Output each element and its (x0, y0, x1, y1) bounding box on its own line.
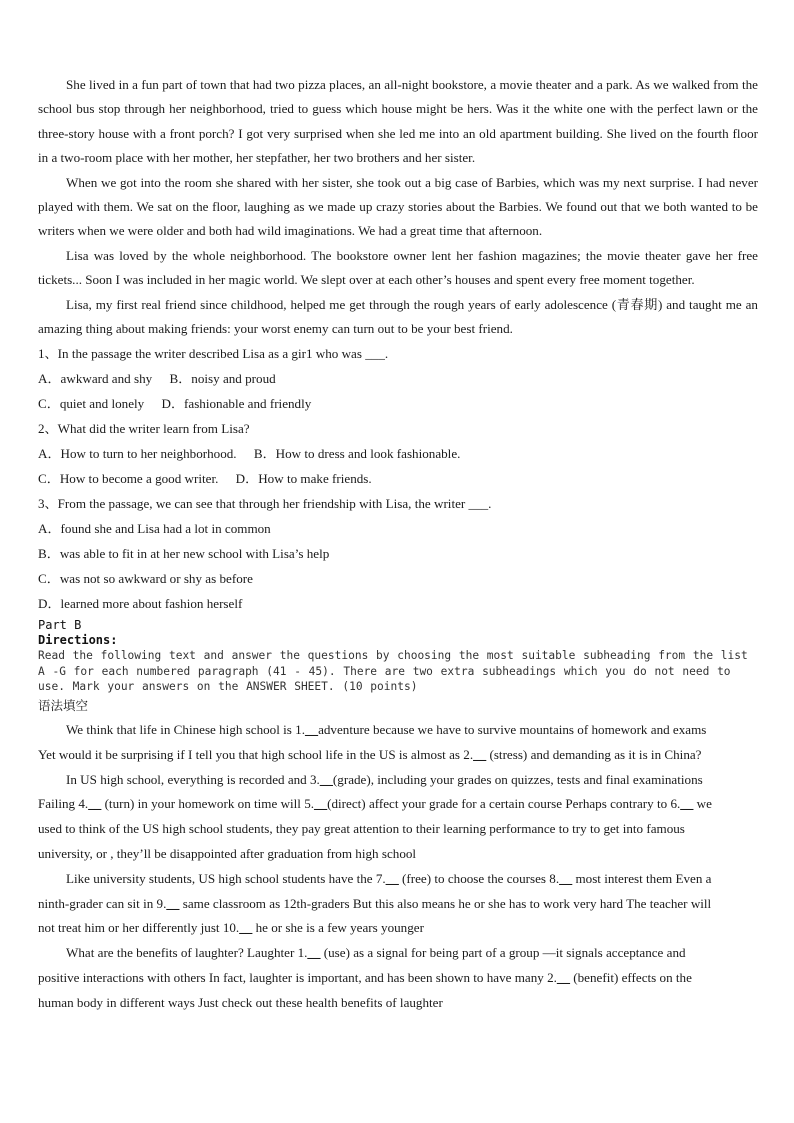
cloze-line (38, 792, 758, 817)
cloze-text: Failing 4. (38, 796, 89, 812)
option-c: C．quiet and lonely (38, 396, 145, 412)
answer-blank: __ (307, 945, 321, 961)
story-paragraph-3: Lisa was loved by the whole neighborhood. The bookstore owner lent her fashion magazines; the movie theater gave her free tickets... Soon I was included in her magic world. We slept over at each other’s houses and spent every free moment together. (38, 247, 758, 288)
question-stem: 1、In the passage the writer described Lisa as a gir1 who was ___. (38, 346, 389, 362)
story-passage (38, 73, 758, 341)
answer-blank: __ (556, 969, 570, 985)
question-2 (38, 416, 758, 491)
cloze-line (38, 892, 758, 917)
cloze-line (38, 867, 758, 892)
option-c: C．How to become a good writer. (38, 471, 219, 487)
option-row (38, 466, 758, 491)
question-stem: 2、What did the writer learn from Lisa? (38, 421, 250, 437)
answer-blank: __ (319, 771, 333, 787)
cloze-text: (free) to choose the courses 8. (398, 870, 560, 886)
cloze-text: most interest them Even a (572, 870, 712, 886)
answer-blank: __ (166, 895, 180, 911)
cloze-text: he or she is a few years younger (252, 920, 424, 936)
cloze-text: What are the benefits of laughter? Laughter 1. (66, 945, 308, 961)
cloze-text: university, or , they’ll be disappointed after graduation from high school (38, 845, 417, 861)
directions-text: Read the following text and answer the questions by choosing the most suitable subheading from the list A -G for each numbered paragraph (41 - 45). There are two extra subheadings which you do not need to use. Mark your answers on the ANSWER SHEET. (10 points) (38, 649, 756, 694)
cloze-line (38, 817, 758, 842)
part-b-section (38, 618, 758, 695)
cloze-text: same classroom as 12th-graders But this also means he or she has to work very hard The teacher will (179, 895, 712, 911)
option-row (38, 366, 758, 391)
cloze-text: used to think of the US high school students, they pay great attention to their learning performance to try to get into famous (38, 821, 685, 837)
answer-blank: __ (680, 796, 694, 812)
cloze-text: (turn) in your homework on time will 5. (101, 796, 315, 812)
cloze-text: (use) as a signal for being part of a group —it signals acceptance and (320, 945, 686, 961)
cloze-text: positive interactions with others In fact, laughter is important, and has been shown to have many 2. (38, 969, 557, 985)
cloze-text: (direct) affect your grade for a certain course Perhaps contrary to 6. (327, 796, 681, 812)
cloze-text: Like university students, US high school students have the 7. (66, 870, 386, 886)
question-stem: 3、From the passage, we can see that through her friendship with Lisa, the writer ___. (38, 496, 492, 512)
option-b: B．was able to fit in at her new school with Lisa’s help (38, 546, 330, 562)
cloze-passage (38, 718, 758, 1016)
cloze-paragraph-3 (38, 867, 758, 941)
cloze-text: adventure because we have to survive mountains of homework and exams (318, 721, 707, 737)
cloze-paragraph-4 (38, 941, 758, 1015)
answer-blank: __ (88, 796, 102, 812)
cloze-text: (benefit) effects on the (570, 969, 692, 985)
option-d: D．fashionable and friendly (161, 396, 312, 412)
directions-label: Directions: (38, 633, 118, 648)
part-b-title: Part B (38, 618, 82, 633)
cloze-line (38, 718, 758, 743)
story-paragraph-1: She lived in a fun part of town that had two pizza places, an all-night bookstore, a movie theater and a park. As we walked from the school bus stop through her neighborhood, tried to guess which house might be hers. Was it the white one with the perfect lawn or the three-story house with a front porch? I got very surprised when she led me into an old apartment building. She lived on the fourth floor in a two-room place with her mother, her stepfather, her two brothers and her sister. (38, 77, 758, 166)
question-3 (38, 491, 758, 616)
option-row (38, 441, 758, 466)
cloze-text: (stress) and demanding as it is in China? (486, 746, 702, 762)
cloze-text: (grade), including your grades on quizzes, tests and final examinations (332, 771, 703, 787)
cloze-text: not treat him or her differently just 10. (38, 920, 240, 936)
cloze-line (38, 768, 758, 793)
cloze-paragraph-1 (38, 718, 758, 768)
cloze-text: human body in different ways Just check out these health benefits of laughter (38, 994, 443, 1010)
option-b: B．How to dress and look fashionable. (253, 446, 461, 462)
answer-blank: __ (473, 746, 487, 762)
option-d: D．How to make friends. (235, 471, 372, 487)
document-page (38, 73, 758, 1016)
cloze-line (38, 743, 758, 768)
cloze-text: In US high school, everything is recorded and 3. (66, 771, 320, 787)
answer-blank: __ (385, 870, 399, 886)
question-1 (38, 341, 758, 416)
cloze-text: Yet would it be surprising if I tell you that high school life in the US is almost as 2. (38, 746, 474, 762)
cloze-line (38, 941, 758, 966)
story-paragraph-4: Lisa, my first real friend since childhood, helped me get through the rough years of early adolescence (青春期) and taught me an amazing thing about making friends: your worst enemy can turn out to be your best friend. (38, 296, 758, 337)
answer-blank: __ (304, 721, 319, 737)
cloze-text: we (693, 796, 712, 812)
option-a: A．found she and Lisa had a lot in common (38, 521, 271, 537)
answer-blank: __ (559, 870, 573, 886)
option-a: A．How to turn to her neighborhood. (38, 446, 237, 462)
cloze-heading: 语法填空 (38, 697, 89, 713)
story-paragraph-2: When we got into the room she shared with her sister, she took out a big case of Barbies, which was my next surprise. I had never played with them. We sat on the floor, laughing as we made up crazy stories about the Barbies. We found out that we both wanted to be writers when we were older and both had wild imaginations. We had a great time that afternoon. (38, 174, 758, 239)
option-c: C．was not so awkward or shy as before (38, 571, 253, 587)
cloze-text: We think that life in Chinese high school is 1. (66, 721, 305, 737)
cloze-line (38, 966, 758, 991)
answer-blank: __ (239, 920, 253, 936)
option-b: B．noisy and proud (169, 371, 276, 387)
cloze-line (38, 842, 758, 867)
option-row (38, 391, 758, 416)
cloze-text: ninth-grader can sit in 9. (38, 895, 167, 911)
option-d: D．learned more about fashion herself (38, 596, 243, 612)
cloze-paragraph-2 (38, 768, 758, 867)
answer-blank: __ (314, 796, 328, 812)
cloze-line (38, 991, 758, 1016)
option-a: A．awkward and shy (38, 371, 153, 387)
cloze-line (38, 916, 758, 941)
